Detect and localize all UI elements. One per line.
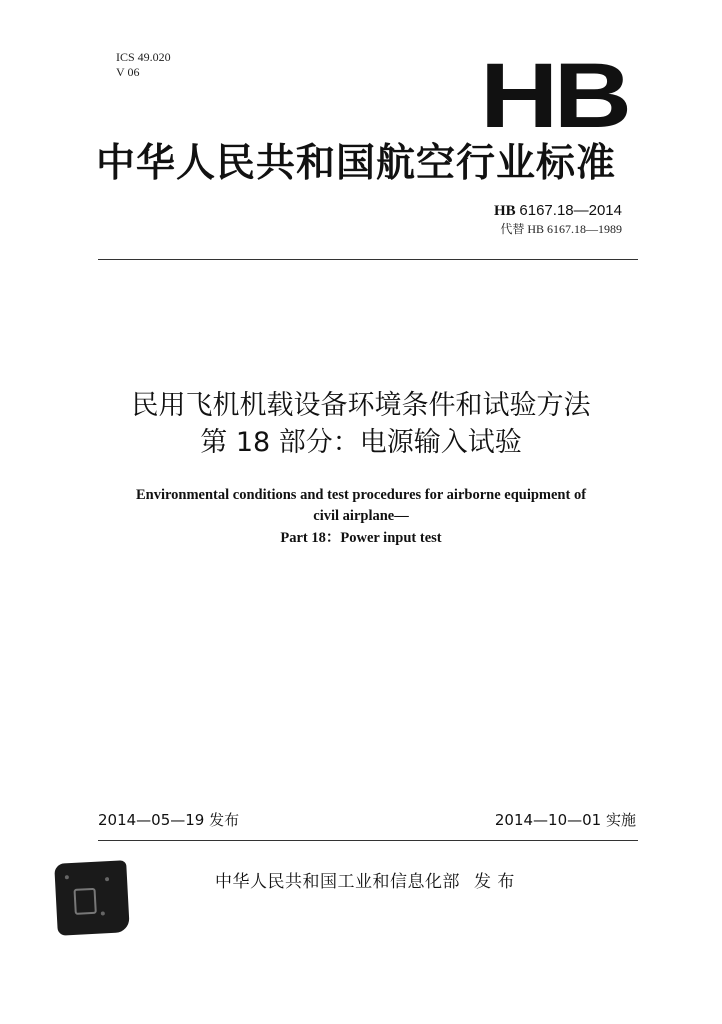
standard-category-title: 中华人民共和国航空行业标准 [96,141,617,186]
hb-logo: HB [480,45,628,147]
document-title-en-line3: Part 18：Power input test [280,530,442,546]
standard-prefix: HB [493,203,516,219]
standard-code: 6167.18—2014 [519,202,622,219]
standard-number [494,202,622,220]
replaces-standard: 代替 HB 6167.18—1989 [500,222,622,236]
ics-code [116,50,171,80]
document-title-en-line1: Environmental conditions and test procedures for airborne equipment of [135,487,587,503]
top-divider [98,259,638,260]
document-title-zh-line2: 第 18 部分：电源输入试验 [200,427,522,458]
ics-number: ICS 49.020 [116,50,171,64]
document-title-en-line2: civil airplane— [313,508,409,524]
issue-date: 2014—05—19 发布 [98,811,240,829]
publish-label: 发 布 [474,872,515,892]
publisher-name: 中华人民共和国工业和信息化部 [215,872,460,892]
official-seal-icon [54,860,130,936]
bottom-divider [98,840,638,841]
classification-code: V 06 [116,65,140,79]
document-title-zh-line1: 民用飞机机载设备环境条件和试验方法 [131,390,591,421]
publisher [215,870,515,894]
effective-date: 2014—10—01 实施 [494,811,636,829]
